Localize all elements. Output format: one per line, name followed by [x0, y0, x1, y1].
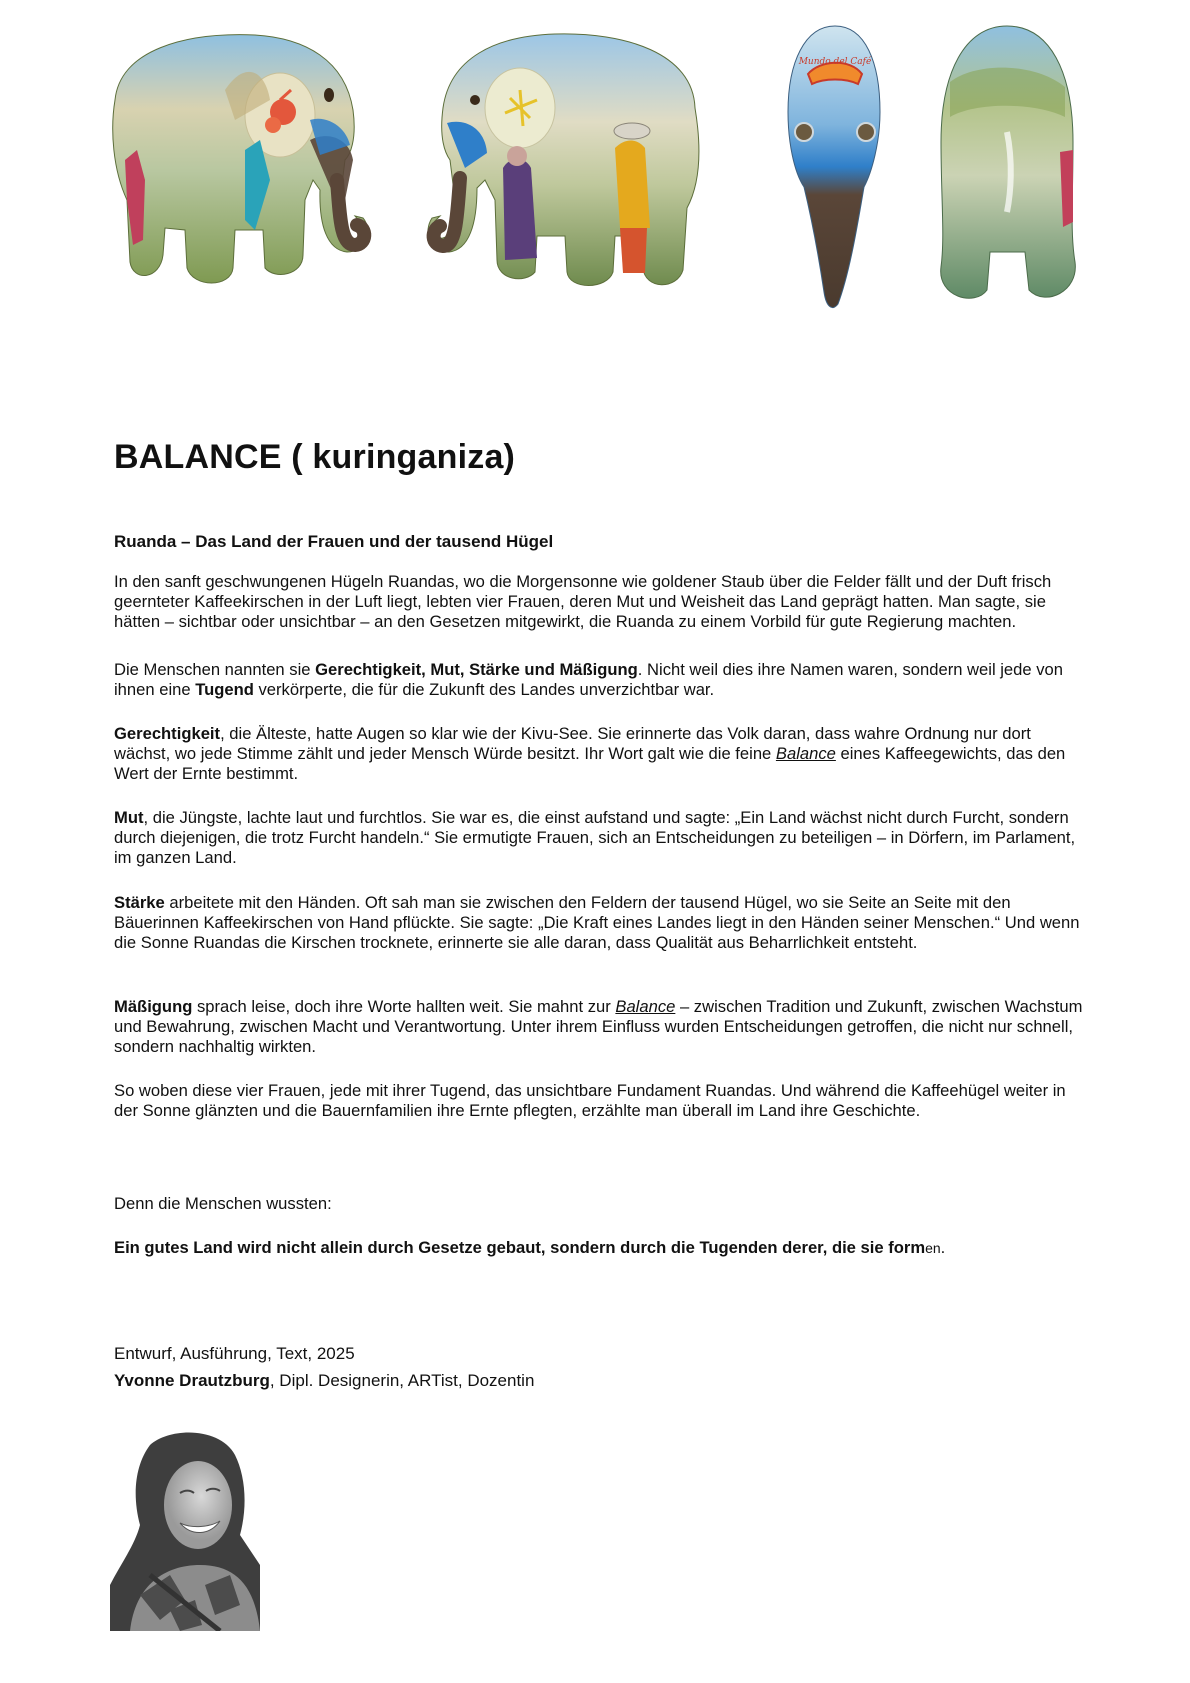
maessigung-bold: Mäßigung [114, 997, 193, 1016]
text-run: sprach leise, doch ihre Worte hallten weit. Sie mahnt zur [192, 997, 616, 1016]
paragraph-maessigung [114, 997, 1089, 1057]
text-run: Die Menschen nannten sie [114, 660, 316, 679]
text-run: – zwischen Tradition und Zukunft, zwischen Wachstum und Bewahrung, zwischen Macht und Verantwortung. Unter ihrem Einfluss wurden Entscheidungen getroffen, die nicht nur schnell, sondern nachhaltig wirkten. [114, 997, 1083, 1056]
text-run: , die Älteste, hatte Augen so klar wie der Kivu-See. Sie erinnerte das Volk daran, dass wahre Ordnung nur dort wächst, wo jede Stimme zählt und jeder Mensch Würde besitzt. Ihr Wort galt wie die feine [114, 724, 1031, 763]
text-run: . Nicht weil dies ihre Namen waren, sondern weil jede von ihnen eine [114, 660, 1063, 699]
document-subtitle: Ruanda – Das Land der Frauen und der tausend Hügel [114, 532, 554, 551]
paragraph-moral [114, 1238, 1089, 1258]
paragraph-gerechtigkeit [114, 724, 1089, 784]
paragraph-staerke [114, 893, 1089, 953]
elephant-figures [0, 0, 1190, 330]
text-run: . [940, 1238, 946, 1257]
text-run: verkörperte, die für die Zukunft des Landes unverzichtbar war. [253, 680, 715, 699]
staerke-bold: Stärke [114, 893, 165, 912]
document-title: BALANCE ( kuringaniza) [114, 438, 516, 476]
mut-bold: Mut [114, 808, 144, 827]
text-run: eines Kaffeegewichts, das den Wert der Ernte bestimmt. [114, 744, 1066, 783]
text-run: en [925, 1240, 941, 1256]
balance-emphasis: Balance [615, 997, 676, 1016]
gerechtigkeit-bold: Gerechtigkeit [114, 724, 221, 743]
author-roles: , Dipl. Designerin, ARTist, Dozentin [269, 1371, 535, 1390]
paragraph-virtues [114, 660, 1089, 700]
text-run: , die Jüngste, lachte laut und furchtlos. Sie war es, die einst aufstand und sagte: „Ein Land wächst nicht durch Furcht, sondern durch diejenigen, die trotz Furcht handeln.“ Sie ermutigte Frauen, sich an Entscheidungen zu beteiligen – in Dörfern, im Parlament, im ganzen Land. [114, 808, 1076, 867]
author-portrait-image [110, 1425, 260, 1631]
paragraph-mut [114, 808, 1089, 868]
credit-line: Entwurf, Ausführung, Text, 2025 [114, 1344, 355, 1363]
elephant-left-view-image [105, 30, 375, 300]
author-line [114, 1371, 534, 1391]
elephant-front-view-image [780, 22, 890, 312]
paragraph-closing: So woben diese vier Frauen, jede mit ihrer Tugend, das unsichtbare Fundament Ruandas. Und während die Kaffeehügel weiter in der Sonne glänzten und die Bauernfamilien ihre Ernte pflegten, erzählte man überall im Land ihre Geschichte. [114, 1081, 1066, 1120]
elephant-right-view-image [425, 28, 715, 308]
tugend-bold: Tugend [195, 680, 254, 699]
text-run: arbeitete mit den Händen. Oft sah man sie zwischen den Feldern der tausend Hügel, wo sie Seite an Seite mit den Bäuerinnen Kaffeekirschen von Hand pflückte. Sie sagte: „Die Kraft eines Landes liegt in den Händen seiner Menschen.“ Und wenn die Sonne Ruandas die Kirschen trocknete, erinnerte sie alle daran, dass Qualität aus Beharrlichkeit entsteht. [114, 893, 1080, 952]
paragraph-lead-in: Denn die Menschen wussten: [114, 1194, 332, 1213]
logo-text: Mundo del Café [798, 57, 872, 67]
virtues-bold: Gerechtigkeit, Mut, Stärke und Mäßigung [315, 660, 638, 679]
paragraph-intro: In den sanft geschwungenen Hügeln Ruandas, wo die Morgensonne wie goldener Staub über die Felder fällt und der Duft frisch geernteter Kaffeekirschen in der Luft liegt, lebten vier Frauen, deren Mut und Weisheit das Land geprägt hatten. Man sagte, sie hätten – sichtbar oder unsichtbar – an den Gesetzen mitgewirkt, die Ruanda zu einem Vorbild für gute Regierung machten. [114, 572, 1052, 631]
balance-emphasis: Balance [775, 744, 836, 763]
elephant-rear-view-image [935, 22, 1080, 312]
author-name: Yvonne Drautzburg [114, 1371, 270, 1390]
moral-bold: Ein gutes Land wird nicht allein durch Gesetze gebaut, sondern durch die Tugenden derer, die sie form [114, 1238, 926, 1257]
